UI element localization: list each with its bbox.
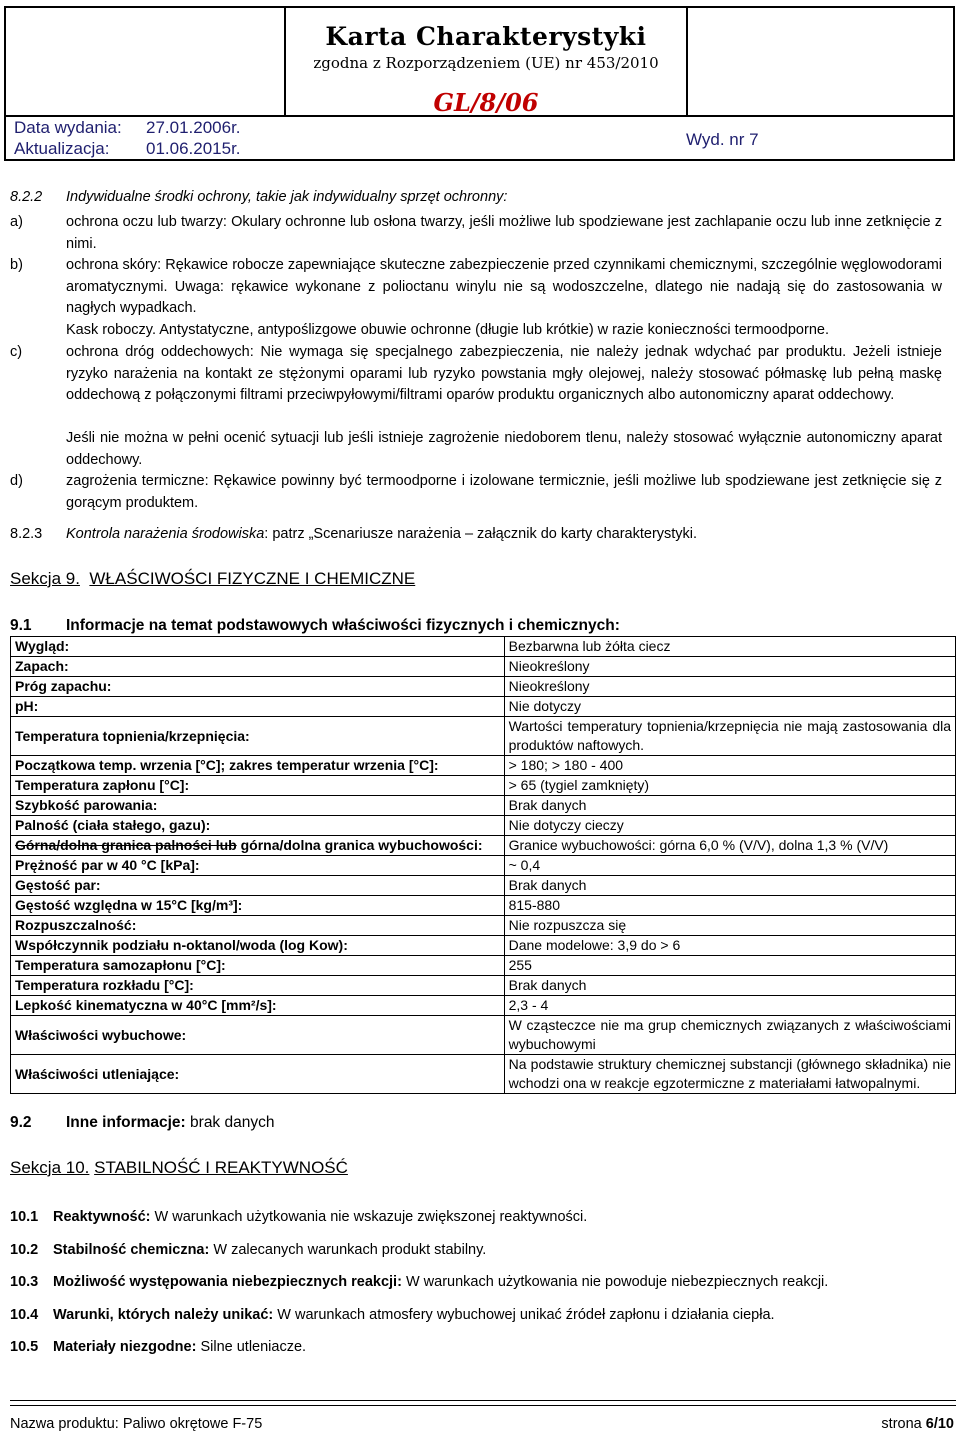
property-name-text: Temperatura topnienia/krzepnięcia: [15,727,250,744]
property-row [11,717,956,756]
footer-page-number [881,1416,954,1432]
property-name-text: Początkowa temp. wrzenia [°C]; zakres temperatur wrzenia [°C]: [15,757,439,773]
property-row [11,896,956,916]
property-name-text: Palność (ciała stałego, gazu): [15,817,211,833]
property-value: W cząsteczce nie ma grup chemicznych związanych z właściwościami wybuchowymi [504,1016,955,1055]
section-number: 9.2 [10,1114,32,1131]
section-10-item [10,1272,828,1294]
property-value: Brak danych [504,796,955,816]
property-name-text: Temperatura rozkładu [°C]: [15,977,194,993]
property-value: Wartości temperatury topnienia/krzepnięcia nie mają zastosowania dla produktów naftowych. [504,717,955,756]
property-name-text: Zapach: [15,658,69,674]
section-8-2-3 [10,524,697,546]
version-label: Wyd. nr 7 [686,130,759,149]
property-row [11,836,956,856]
section-title: STABILNOŚĆ I REAKTYWNOŚĆ [94,1158,348,1177]
property-name [11,896,505,916]
property-row [11,936,956,956]
section-text: brak danych [190,1114,275,1131]
footer-divider [10,1400,956,1406]
item-number: 10.1 [10,1209,39,1225]
property-name [11,916,505,936]
header-right-box [686,8,953,116]
section-8-2-2-heading [10,187,507,209]
property-name [11,1016,505,1055]
property-value: Nie dotyczy [504,697,955,717]
update-date-label: Aktualizacja: [14,139,110,158]
item-label: d) [10,473,23,489]
item-text: W warunkach użytkowania nie powoduje niebezpiecznych reakcji. [405,1274,829,1290]
item-number: 10.2 [10,1242,39,1258]
property-row [11,996,956,1016]
property-name [11,836,505,856]
section-number: 9.1 [10,617,32,634]
item-text: W warunkach atmosfery wybuchowej unikać źródeł zapłonu i działania ciepła. [277,1307,775,1323]
property-name-text: Współczynnik podziału n-oktanol/woda (log Kow): [15,937,348,953]
section-label: Sekcja 10. [10,1158,90,1177]
property-name-text: Właściwości wybuchowe: [15,1026,187,1043]
property-row [11,637,956,657]
property-row [11,856,956,876]
section-9-heading [10,569,415,589]
document-code: GL/8/06 [433,88,539,117]
item-label: b) [10,257,23,273]
property-row [11,976,956,996]
property-name [11,697,505,717]
property-name-text: pH: [15,698,39,714]
section-title: Inne informacje: [66,1114,186,1131]
document-header [4,6,955,161]
property-row [11,697,956,717]
property-name-text: Wygląd: [15,638,70,654]
page-label: strona [881,1416,922,1432]
page-value: 6/10 [925,1416,954,1432]
property-name [11,776,505,796]
property-row [11,956,956,976]
property-name [11,996,505,1016]
property-value: Nieokreślony [504,677,955,697]
property-value: Brak danych [504,976,955,996]
section-title: Informacje na temat podstawowych właściwości fizycznych i chemicznych: [66,617,620,634]
property-name-text: Prężność par w 40 °C [kPa]: [15,857,200,873]
property-value: Nieokreślony [504,657,955,677]
property-name [11,637,505,657]
property-name [11,1055,505,1094]
property-name-text: Temperatura zapłonu [°C]: [15,777,190,793]
property-name-text: Właściwości utleniające: [15,1065,180,1082]
property-row [11,1016,956,1055]
property-value: 255 [504,956,955,976]
property-row [11,816,956,836]
property-value: Nie dotyczy cieczy [504,816,955,836]
property-value: > 65 (tygiel zamknięty) [504,776,955,796]
item-text: W warunkach użytkowania nie wskazuje zwiększonej reaktywności. [154,1209,588,1225]
property-row [11,657,956,677]
section-label: Sekcja 9. [10,569,80,588]
section-number: 8.2.3 [10,526,43,542]
property-name-text: Próg zapachu: [15,678,112,694]
property-value: Bezbarwna lub żółta ciecz [504,637,955,657]
property-name-struck: Górna/dolna granica palności lub [15,837,237,853]
section-10-item [10,1305,775,1327]
section-10-item [10,1240,486,1262]
item-text: Silne utleniacze. [200,1339,307,1355]
property-name [11,876,505,896]
document-title: Karta Charakterystyki [325,22,647,51]
property-row [11,1055,956,1094]
property-name-text: górna/dolna granica wybuchowości: [240,837,483,853]
property-value: Dane modelowe: 3,9 do > 6 [504,936,955,956]
item-number: 10.3 [10,1274,39,1290]
item-title: Możliwość występowania niebezpiecznych reakcji: [53,1274,402,1290]
property-name-text: Rozpuszczalność: [15,917,137,933]
property-name [11,856,505,876]
item-title: Materiały niezgodne: [53,1339,197,1355]
header-divider [6,115,953,117]
property-name-text: Temperatura samozapłonu [°C]: [15,957,226,973]
property-name [11,677,505,697]
property-row [11,776,956,796]
section-9-2 [10,1112,274,1134]
property-row [11,677,956,697]
property-name [11,956,505,976]
item-label: c) [10,344,23,360]
property-row [11,876,956,896]
item-text: ochrona dróg oddechowych: Nie wymaga się specjalnego zabezpieczenia, nie należy jednak wdychać par produktu. Jeżeli istnieje ryzyko narażenia na kontakt ze stężonymi oparami lub ryzyko powstania mgły olejowej, należy stosować półmaskę lub pełną maskę oddechową z połączonymi filtrami przeciwpyłowymi/filtrami oparów produktu organicznych albo autonomiczny aparat oddechowy. [66,344,942,403]
property-name [11,717,505,756]
property-value: 2,3 - 4 [504,996,955,1016]
property-value: Nie rozpuszcza się [504,916,955,936]
issue-date-label: Data wydania: [14,118,122,137]
item-title: Stabilność chemiczna: [53,1242,210,1258]
item-text: ochrona oczu lub twarzy: Okulary ochronne lub osłona twarzy, jeśli możliwe lub spodziewane jest zachlapanie oczu lub inne zetknięcie z nimi. [66,214,942,252]
item-number: 10.5 [10,1339,39,1355]
property-name-text: Szybkość parowania: [15,797,158,813]
item-label: a) [10,214,23,230]
item-title: Warunki, których należy unikać: [53,1307,274,1323]
footer-product-name: Nazwa produktu: Paliwo okrętowe F-75 [10,1416,263,1432]
section-10-heading [10,1158,348,1178]
item-number: 10.4 [10,1307,39,1323]
section-9-1-heading [10,615,620,637]
section-text: : patrz „Scenariusze narażenia – załącznik do karty charakterystyki. [264,526,698,542]
property-value: ~ 0,4 [504,856,955,876]
property-name-text: Lepkość kinematyczna w 40°C [mm²/s]: [15,997,277,1013]
item-text: zagrożenia termiczne: Rękawice powinny być termoodporne i izolowane termicznie, jeśli możliwe lub spodziewane jest zetknięcie się z gorącym produktem. [66,473,942,511]
section-title: Indywidualne środki ochrony, takie jak indywidualny sprzęt ochronny: [66,189,508,205]
document-subtitle: zgodna z Rozporządzeniem (UE) nr 453/2010 [313,54,659,72]
logo-area [6,8,286,116]
item-text: Kask roboczy. Antystatyczne, antypoślizgowe obuwie ochronne (długie lub krótkie) w razie konieczności termoodporne. [66,322,829,338]
issue-date: 27.01.2006r. [146,118,241,137]
item-title: Reaktywność: [53,1209,151,1225]
item-text: W zalecanych warunkach produkt stabilny. [213,1242,487,1258]
property-name [11,976,505,996]
item-text: ochrona skóry: Rękawice robocze zapewniające skuteczne zabezpieczenie przed czynnikami chemicznymi, szczególnie węglowodorami aromatycznymi. Uwaga: rękawice wykonane z polioctanu winylu nie są wodoszczelne, dlatego nie nadają się do zastosowania w nagłych wypadkach. [66,257,942,316]
property-name [11,756,505,776]
property-name-text: Gęstość względna w 15°C [kg/m³]: [15,897,243,913]
property-name [11,936,505,956]
properties-table [10,636,956,1094]
property-row [11,916,956,936]
property-row [11,796,956,816]
section-title: WŁAŚCIWOŚCI FIZYCZNE I CHEMICZNE [89,569,416,588]
property-name [11,796,505,816]
property-name-text: Gęstość par: [15,877,101,893]
property-row [11,756,956,776]
property-name [11,657,505,677]
section-10-item [10,1337,306,1359]
item-text: Jeśli nie można w pełni ocenić sytuacji lub jeśli istnieje zagrożenie niedoborem tlenu, należy stosować wyłącznie autonomiczny aparat oddechowy. [66,430,942,468]
update-date: 01.06.2015r. [146,139,241,158]
section-number: 8.2.2 [10,189,43,205]
property-value: > 180; > 180 - 400 [504,756,955,776]
property-value: Granice wybuchowości: górna 6,0 % (V/V), dolna 1,3 % (V/V) [504,836,955,856]
property-value: Na podstawie struktury chemicznej substancji (głównego składnika) nie wchodzi ona w reakcje egzotermiczne z materiałami łatwopalnymi. [504,1055,955,1094]
property-name [11,816,505,836]
property-value: Brak danych [504,876,955,896]
section-10-item [10,1207,587,1229]
property-value: 815-880 [504,896,955,916]
section-title: Kontrola narażenia środowiska [66,526,265,542]
